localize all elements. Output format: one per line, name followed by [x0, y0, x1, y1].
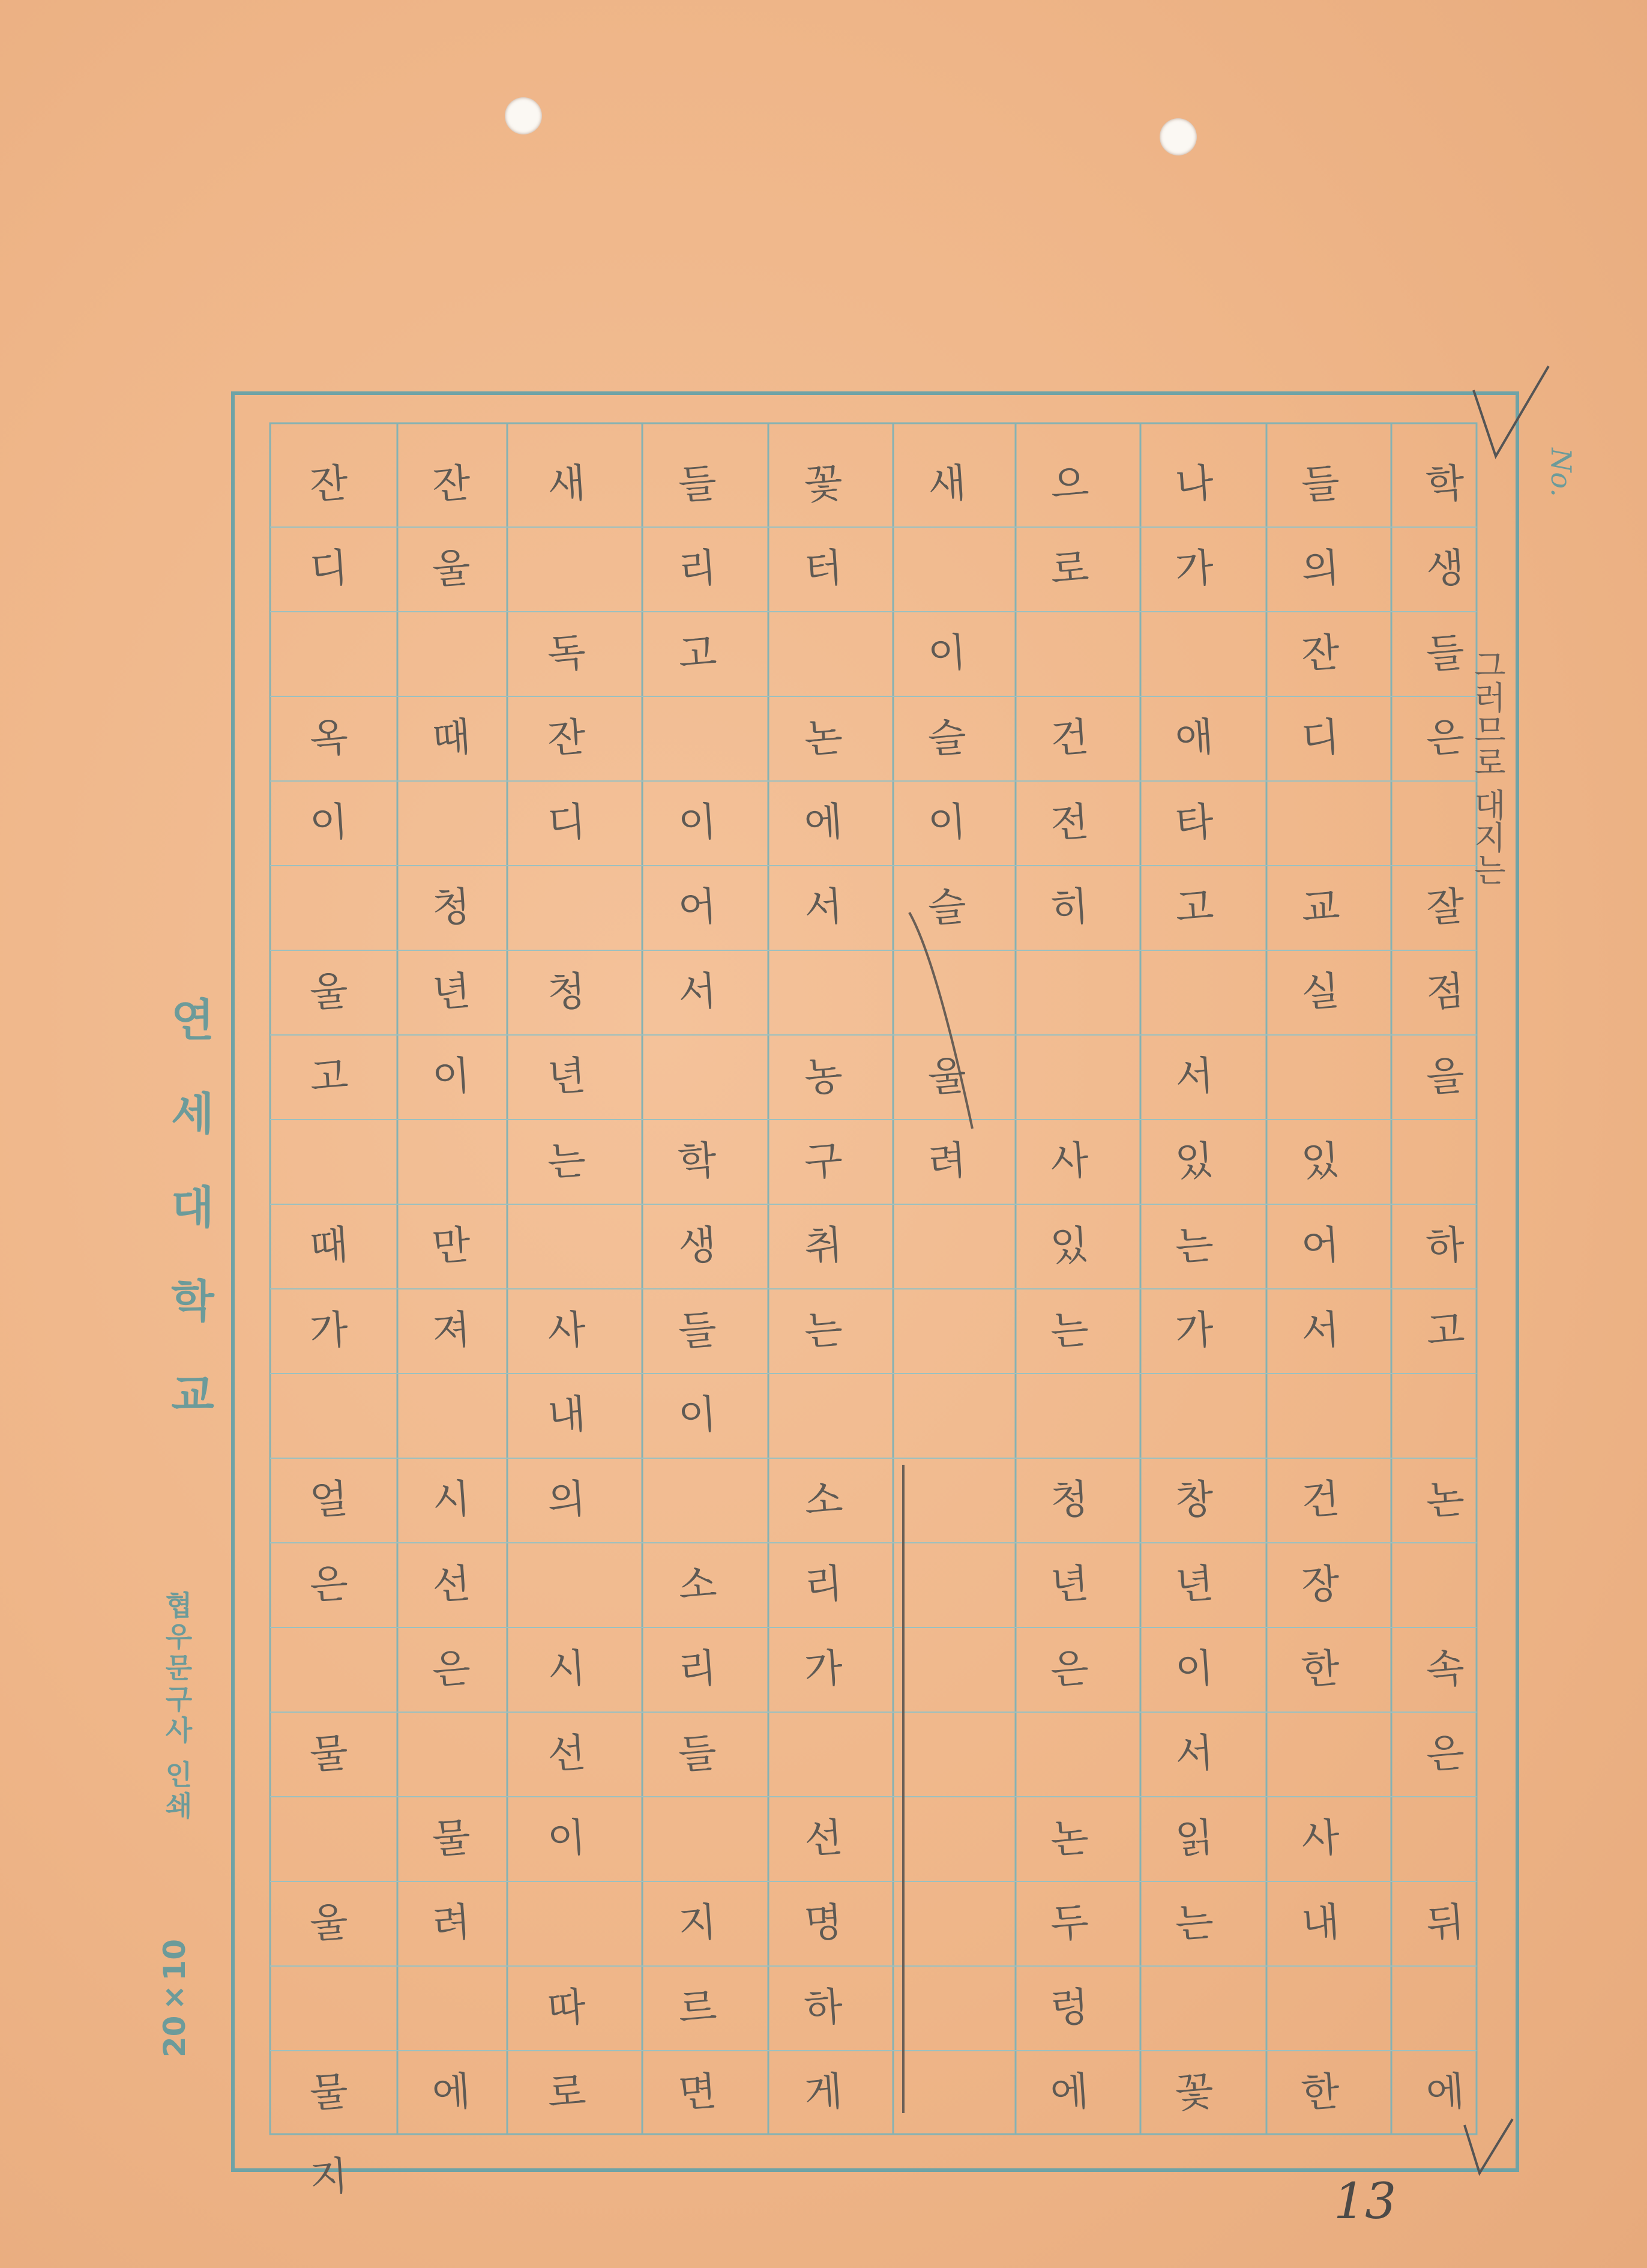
manuscript-char: [511, 865, 622, 950]
manuscript-char: [396, 1712, 507, 1797]
manuscript-char: [642, 1034, 753, 1120]
manuscript-char: 이: [430, 1052, 472, 1102]
manuscript-char: 에: [802, 798, 845, 848]
manuscript-char: 가: [308, 1306, 350, 1356]
manuscript-char: 청: [1049, 1475, 1091, 1525]
manuscript-char: [274, 1796, 385, 1881]
manuscript-char: 리: [676, 544, 718, 594]
manuscript-char: 소: [802, 1475, 845, 1525]
manuscript-column: [514, 442, 619, 2123]
manuscript-char: [642, 1796, 753, 1881]
manuscript-char: 로: [546, 2067, 588, 2117]
manuscript-char: 슬: [926, 882, 968, 932]
manuscript-char: 타: [1173, 798, 1215, 848]
manuscript-char: 리: [802, 1560, 845, 1609]
manuscript-char: [1390, 1796, 1501, 1881]
manuscript-char: 내: [1299, 1898, 1341, 1948]
manuscript-char: 면: [676, 2067, 718, 2117]
university-name: 연세대학교: [163, 997, 215, 1465]
manuscript-char: 년: [1049, 1560, 1091, 1609]
manuscript-char: 사: [1049, 1136, 1091, 1186]
manuscript-char: 청: [546, 967, 588, 1017]
manuscript-char: [892, 1542, 1003, 1627]
manuscript-char: 꽃: [1173, 2067, 1215, 2117]
manuscript-char: [274, 1119, 385, 1204]
manuscript-char: 잔: [1299, 629, 1341, 678]
manuscript-char: 읽: [1173, 1814, 1215, 1863]
manuscript-char: 서: [802, 882, 845, 932]
manuscript-char: [396, 611, 507, 696]
manuscript-char: 렁: [1049, 1983, 1091, 2033]
manuscript-char: [1139, 1965, 1250, 2051]
manuscript-char: 새: [546, 459, 588, 509]
manuscript-char: [768, 611, 879, 696]
manuscript-char: 이: [308, 798, 350, 848]
manuscript-char: 터: [802, 544, 845, 594]
printer-name: 협우문구사 인쇄: [161, 1591, 193, 1823]
manuscript-char: [642, 696, 753, 781]
manuscript-char: [768, 1373, 879, 1458]
manuscript-char: 울: [308, 1898, 350, 1948]
manuscript-char: 있: [1049, 1221, 1091, 1271]
manuscript-char: [892, 2050, 1003, 2135]
manuscript-char: 울: [926, 1052, 968, 1102]
manuscript-column: [1268, 442, 1373, 2123]
manuscript-char: [642, 1458, 753, 1543]
manuscript-char: 소: [676, 1560, 718, 1609]
manuscript-char: 서: [1173, 1729, 1215, 1779]
manuscript-char: 속: [1424, 1644, 1466, 1694]
manuscript-char: 이: [546, 1814, 588, 1863]
manuscript-char: 울: [308, 967, 350, 1017]
manuscript-char: [1014, 1712, 1125, 1797]
manuscript-char: 한: [1299, 2067, 1341, 2117]
manuscript-char: 명: [802, 1898, 845, 1948]
manuscript-char: 물: [308, 2067, 350, 2117]
manuscript-char: 선: [546, 1729, 588, 1779]
manuscript-char: 선: [430, 1560, 472, 1609]
manuscript-char: 지: [676, 1898, 718, 1948]
manuscript-char: [892, 1965, 1003, 2051]
manuscript-char: [274, 1627, 385, 1712]
manuscript-char: 르: [676, 1983, 718, 2033]
manuscript-column: [1017, 442, 1122, 2123]
manuscript-char: 서: [1299, 1306, 1341, 1356]
manuscript-char: 은: [1049, 1644, 1091, 1694]
manuscript-char: 잔: [308, 459, 350, 509]
manuscript-column: [894, 442, 1000, 2123]
manuscript-char: 따: [546, 1983, 588, 2033]
manuscript-char: 의: [546, 1475, 588, 1525]
manuscript-char: [511, 526, 622, 612]
manuscript-char: [1390, 1373, 1501, 1458]
manuscript-char: 잔: [430, 459, 472, 509]
manuscript-char: 게: [802, 2067, 845, 2117]
manuscript-char: 려: [926, 1136, 968, 1186]
manuscript-char: 농: [802, 1052, 845, 1102]
manuscript-char: 고: [308, 1052, 350, 1102]
manuscript-char: 가: [1173, 544, 1215, 594]
manuscript-char: [1139, 611, 1250, 696]
manuscript-char: 학: [1424, 459, 1466, 509]
manuscript-char: 으: [1049, 459, 1091, 509]
manuscript-char: 구: [802, 1136, 845, 1186]
manuscript-char: 전: [1049, 798, 1091, 848]
manuscript-char: 하: [802, 1983, 845, 2033]
manuscript-char: [511, 1881, 622, 1966]
manuscript-char: 을: [1424, 1052, 1466, 1102]
manuscript-char: 지: [308, 2152, 350, 2202]
sheet-number-label: No.: [1544, 448, 1577, 497]
manuscript-char: 때: [308, 1221, 350, 1271]
manuscript-char: 는: [1173, 1221, 1215, 1271]
manuscript-char: 만: [430, 1221, 472, 1271]
manuscript-char: [892, 950, 1003, 1035]
manuscript-char: [1390, 1965, 1501, 2051]
manuscript-char: 있: [1299, 1136, 1341, 1186]
manuscript-char: 에: [1049, 2067, 1091, 2117]
manuscript-char: 실: [1299, 967, 1341, 1017]
manuscript-char: 은: [1424, 1729, 1466, 1779]
manuscript-char: 이: [1173, 1644, 1215, 1694]
manuscript-char: 이: [926, 798, 968, 848]
manuscript-char: 논: [1424, 1475, 1466, 1525]
manuscript-char: [1014, 611, 1125, 696]
manuscript-char: [1014, 1373, 1125, 1458]
manuscript-column: [771, 442, 876, 2123]
manuscript-char: [274, 1373, 385, 1458]
manuscript-char: 장: [1299, 1560, 1341, 1609]
manuscript-char: 있: [1173, 1136, 1215, 1186]
manuscript-char: 서: [676, 967, 718, 1017]
manuscript-char: 슬: [926, 713, 968, 763]
manuscript-column: [645, 442, 750, 2123]
manuscript-char: [511, 1542, 622, 1627]
manuscript-char: 년: [430, 967, 472, 1017]
manuscript-char: 생: [1424, 544, 1466, 594]
manuscript-char: 디: [1299, 713, 1341, 763]
manuscript-char: 나: [1173, 459, 1215, 509]
manuscript-char: [396, 780, 507, 866]
manuscript-char: 새: [926, 459, 968, 509]
manuscript-char: [1265, 1034, 1376, 1120]
manuscript-char: 고: [1173, 882, 1215, 932]
manuscript-char: 가: [1173, 1306, 1215, 1356]
manuscript-char: [1014, 1034, 1125, 1120]
manuscript-char: [1265, 1373, 1376, 1458]
manuscript-char: 두: [1049, 1898, 1091, 1948]
manuscript-char: [892, 526, 1003, 612]
manuscript-char: 이: [676, 1390, 718, 1440]
manuscript-char: 애: [1173, 713, 1215, 763]
manuscript-char: [1265, 1712, 1376, 1797]
manuscript-char: 히: [1049, 882, 1091, 932]
manuscript-char: 년: [1173, 1560, 1215, 1609]
manuscript-char: 잘: [1424, 882, 1466, 932]
manuscript-char: 건: [1299, 1475, 1341, 1525]
manuscript-char: 사: [1299, 1814, 1341, 1863]
manuscript-char: [396, 1965, 507, 2051]
manuscript-char: [1139, 1373, 1250, 1458]
manuscript-char: [274, 865, 385, 950]
manuscript-char: [892, 1627, 1003, 1712]
manuscript-char: 어: [676, 882, 718, 932]
manuscript-char: 에: [1424, 2067, 1466, 2117]
manuscript-char: 물: [308, 1729, 350, 1779]
manuscript-char: 학: [676, 1136, 718, 1186]
manuscript-char: 교: [1299, 882, 1341, 932]
manuscript-char: [274, 1965, 385, 2051]
manuscript-column: [1142, 442, 1247, 2123]
manuscript-char: 청: [430, 882, 472, 932]
manuscript-char: 는: [546, 1136, 588, 1186]
manuscript-char: 점: [1424, 967, 1466, 1017]
manuscript-char: [1390, 1119, 1501, 1204]
manuscript-char: 뒤: [1424, 1898, 1466, 1948]
manuscript-char: [892, 1458, 1003, 1543]
manuscript-char: 들: [676, 1729, 718, 1779]
manuscript-char: 창: [1173, 1475, 1215, 1525]
manuscript-char: [274, 611, 385, 696]
manuscript-char: [892, 1373, 1003, 1458]
manuscript-char: 려: [430, 1898, 472, 1948]
manuscript-char: 은: [308, 1560, 350, 1609]
manuscript-char: 로: [1049, 544, 1091, 594]
manuscript-char: [892, 1204, 1003, 1289]
manuscript-char: 서: [1173, 1052, 1215, 1102]
manuscript-char: 들: [1299, 459, 1341, 509]
manuscript-char: 년: [546, 1052, 588, 1102]
manuscript-char: 건: [1049, 713, 1091, 763]
page-number: 13: [1334, 2173, 1397, 2230]
manuscript-char: 가: [802, 1644, 845, 1694]
manuscript-char: 취: [802, 1221, 845, 1271]
manuscript-char: 들: [1424, 629, 1466, 678]
manuscript-char: [1265, 1965, 1376, 2051]
manuscript-char: 은: [1424, 713, 1466, 763]
manuscript-char: 들: [676, 459, 718, 509]
manuscript-char: 얼: [308, 1475, 350, 1525]
manuscript-char: [892, 1288, 1003, 1374]
manuscript-column: [399, 442, 504, 2123]
manuscript-char: [768, 1712, 879, 1797]
manuscript-char: 디: [546, 798, 588, 848]
manuscript-char: 꽃: [802, 459, 845, 509]
manuscript-char: 들: [676, 1306, 718, 1356]
manuscript-char: 이: [926, 629, 968, 678]
manuscript-char: 고: [676, 629, 718, 678]
manuscript-char: 잔: [546, 713, 588, 763]
manuscript-char: [892, 1712, 1003, 1797]
manuscript-char: 리: [676, 1644, 718, 1694]
grid-size-label: 20×10: [157, 1939, 192, 2058]
manuscript-char: 는: [802, 1306, 845, 1356]
manuscript-char: 한: [1299, 1644, 1341, 1694]
manuscript-char: [892, 1881, 1003, 1966]
manuscript-char: 시: [546, 1644, 588, 1694]
manuscript-char: 는: [1049, 1306, 1091, 1356]
manuscript-char: 는: [1173, 1898, 1215, 1948]
manuscript-char: 옥: [308, 713, 350, 763]
manuscript-column: [276, 442, 382, 2202]
manuscript-char: [892, 1796, 1003, 1881]
manuscript-char: 에: [430, 2067, 472, 2117]
manuscript-char: 논: [802, 713, 845, 763]
manuscript-char: [768, 950, 879, 1035]
manuscript-char: [396, 1119, 507, 1204]
manuscript-char: [1014, 950, 1125, 1035]
manuscript-char: 물: [430, 1814, 472, 1863]
manuscript-char: 사: [546, 1306, 588, 1356]
manuscript-char: [1390, 1542, 1501, 1627]
manuscript-char: 울: [430, 544, 472, 594]
manuscript-char: 독: [546, 629, 588, 678]
manuscript-char: 디: [308, 544, 350, 594]
manuscript-char: 내: [546, 1390, 588, 1440]
manuscript-char: 시: [430, 1475, 472, 1525]
manuscript-char: [396, 1373, 507, 1458]
manuscript-char: 선: [802, 1814, 845, 1863]
manuscript-char: [511, 1204, 622, 1289]
manuscript-char: 하: [1424, 1221, 1466, 1271]
manuscript-char: 어: [1299, 1221, 1341, 1271]
manuscript-char: [1139, 950, 1250, 1035]
manuscript-char: 의: [1299, 544, 1341, 594]
manuscript-char: 때: [430, 713, 472, 763]
manuscript-char: 고: [1424, 1306, 1466, 1356]
manuscript-char: 생: [676, 1221, 718, 1271]
manuscript-char: 논: [1049, 1814, 1091, 1863]
margin-note: 그러므로 대지는: [1469, 648, 1507, 886]
manuscript-char: 이: [676, 798, 718, 848]
manuscript-char: [1265, 780, 1376, 866]
manuscript-char: 져: [430, 1306, 472, 1356]
manuscript-char: 은: [430, 1644, 472, 1694]
